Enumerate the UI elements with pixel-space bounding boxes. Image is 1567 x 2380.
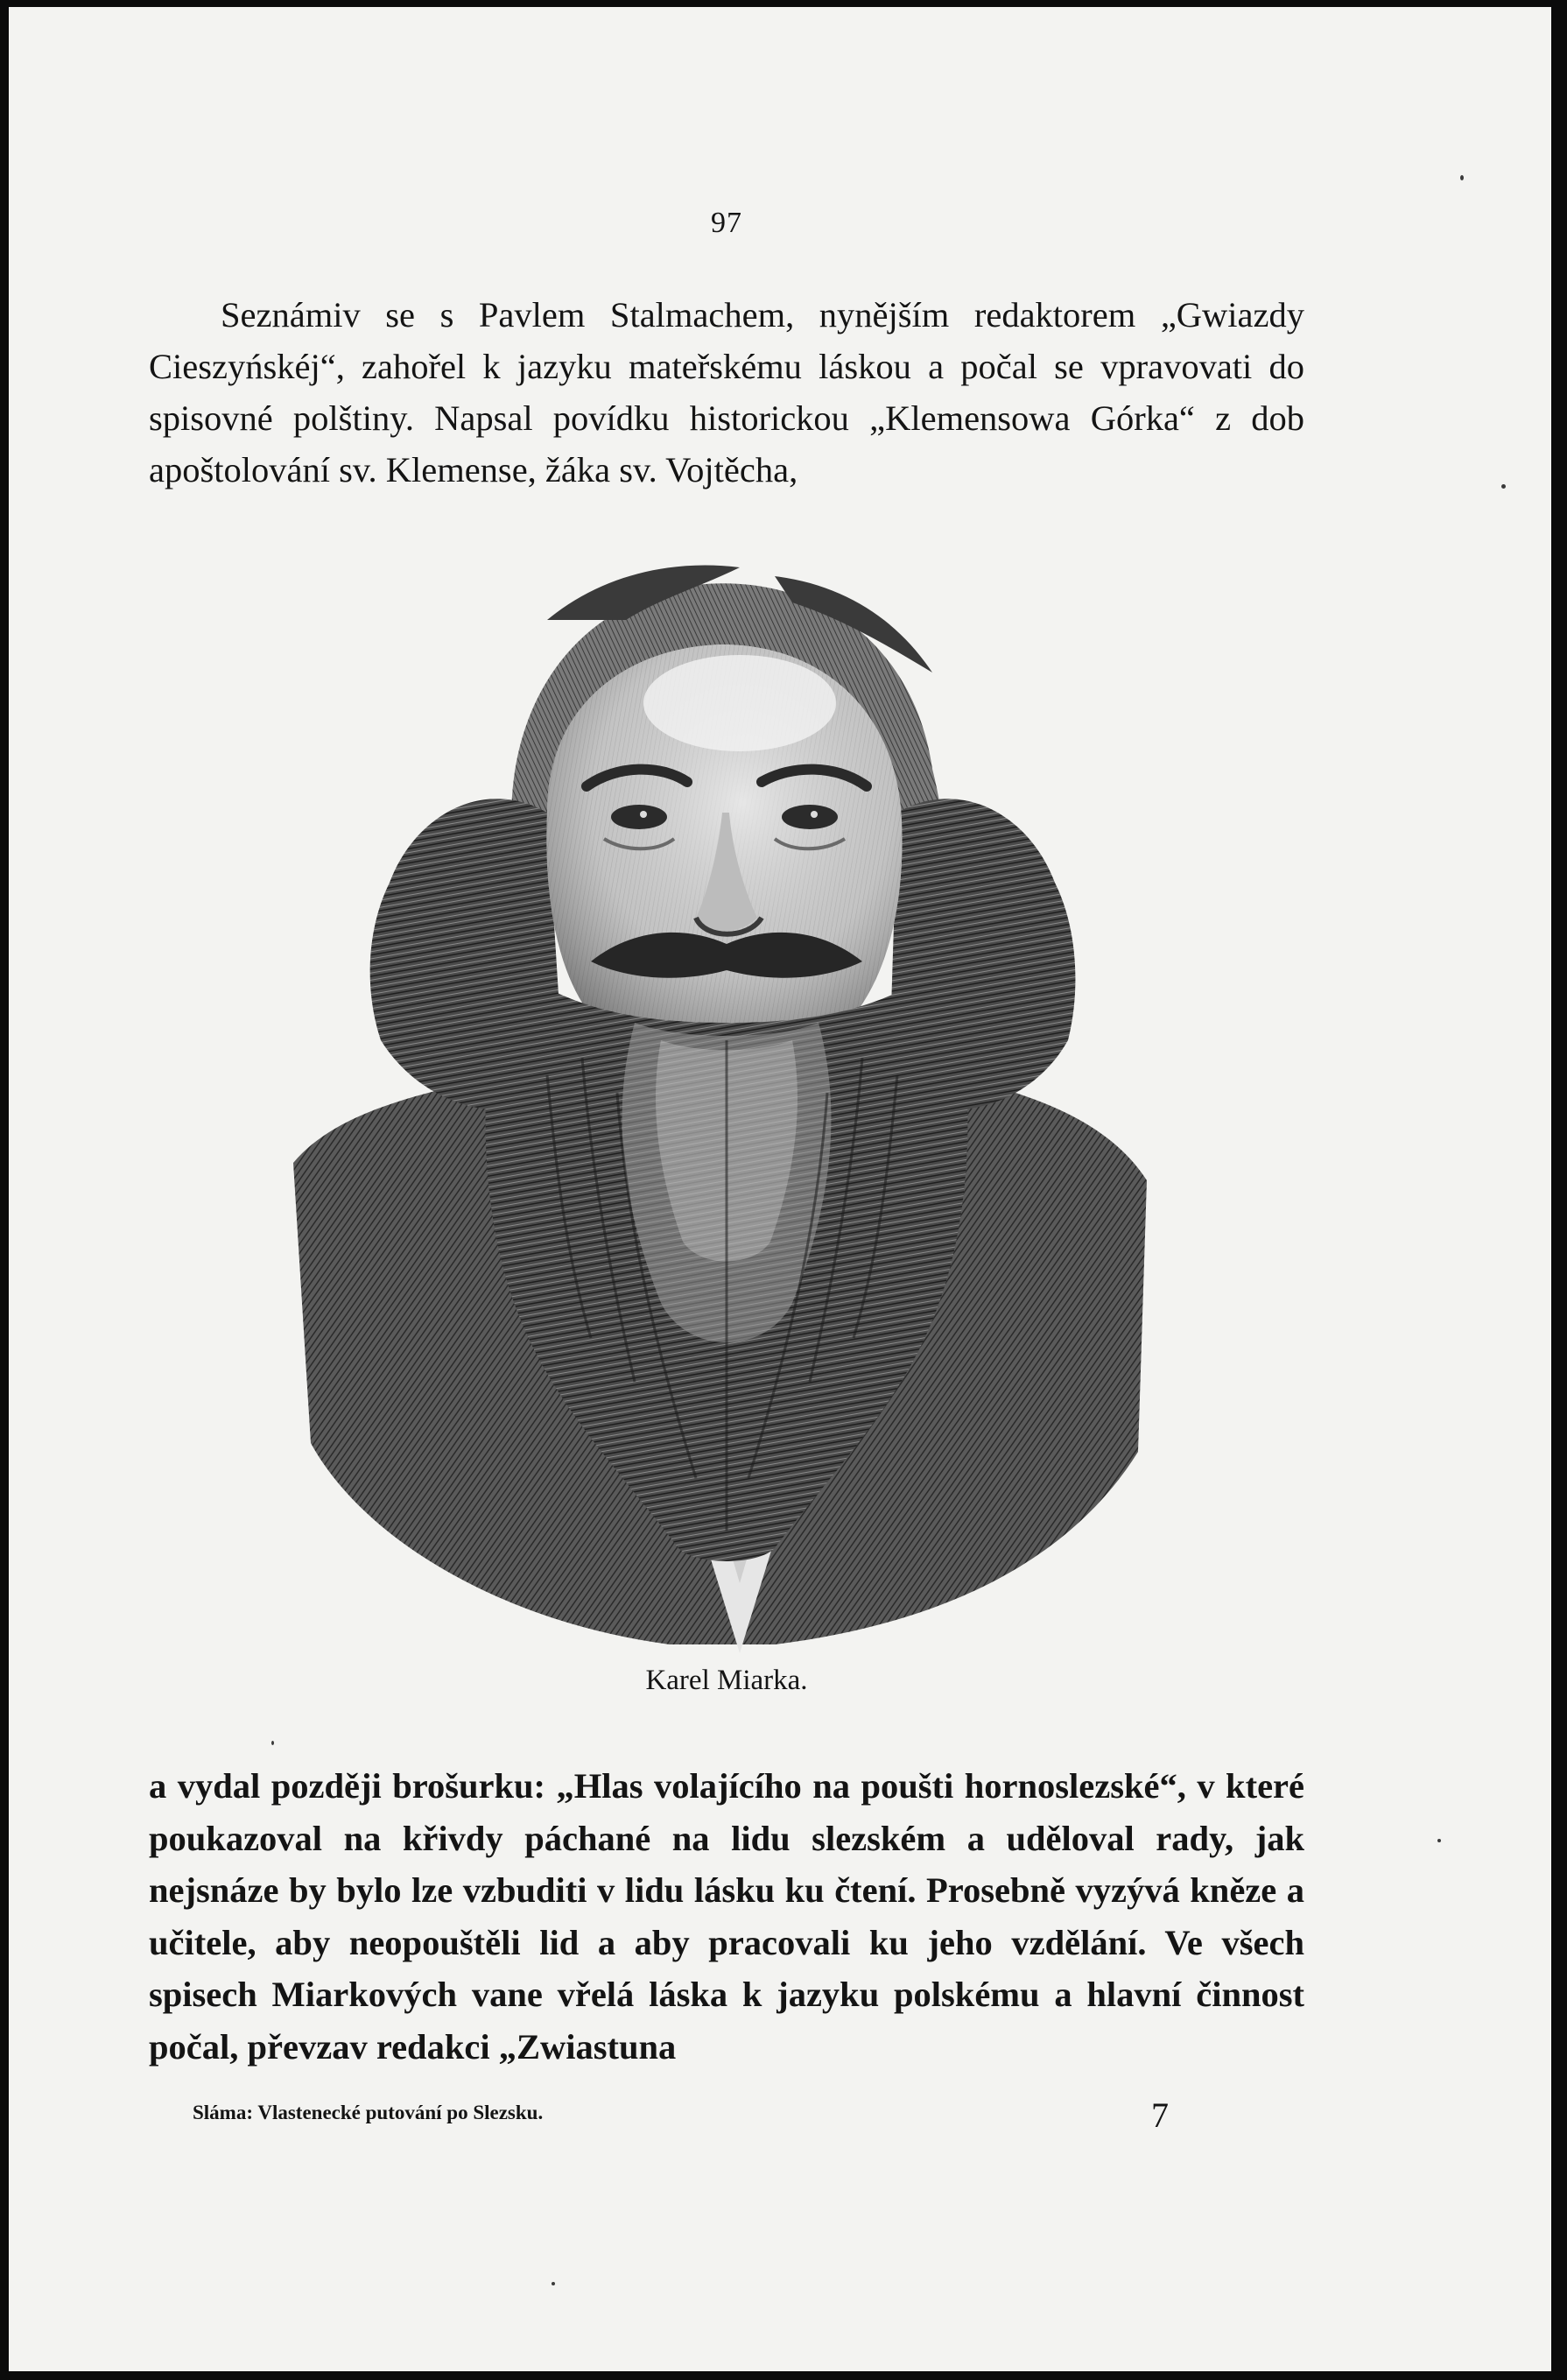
paper-speck — [1437, 1839, 1441, 1842]
sheet-number: 7 — [1151, 2095, 1169, 2135]
footer-signature: Sláma: Vlastenecké putování po Slezsku. — [193, 2102, 544, 2123]
paper-speck — [1460, 175, 1464, 180]
paper-speck — [1501, 484, 1506, 489]
page-number: 97 — [711, 207, 742, 239]
portrait-engraving — [285, 550, 1156, 1658]
portrait-caption: Karel Miarka. — [645, 1665, 808, 1696]
paragraph-bottom: a vydal později brošurku: „Hlas volajícího na poušti hornoslezské“, v které poukazoval na křivdy páchané na lidu slezském a uděloval rady, jak nejsnáze by bylo lze vzbuditi v lidu lásku ku čtení. Prosebně vyzývá kněze a učitele, aby neopouštěli lid a aby pracovali ku jeho vzdělání. Ve všech spisech Miarkových vane vřelá láska k jazyku polskému a hlavní činnost počal, převzav redakci „Zwiastuna — [149, 1766, 1304, 2067]
page-footer — [193, 2095, 1169, 2133]
paper-speck — [552, 2282, 555, 2285]
paper-speck — [271, 1741, 274, 1745]
paragraph-top: Seznámiv se s Pavlem Stalmachem, nynějším redaktorem „Gwiazdy Cieszyńskéj“, zahořel k jazyku mateřskému láskou a počal se vpravovati do spisovné polštiny. Napsal povídku historickou „Klemensowa Górka“ z dob apoštolování sv. Klemense, žáka sv. Vojtěcha, — [149, 295, 1304, 489]
book-page — [9, 7, 1551, 2371]
